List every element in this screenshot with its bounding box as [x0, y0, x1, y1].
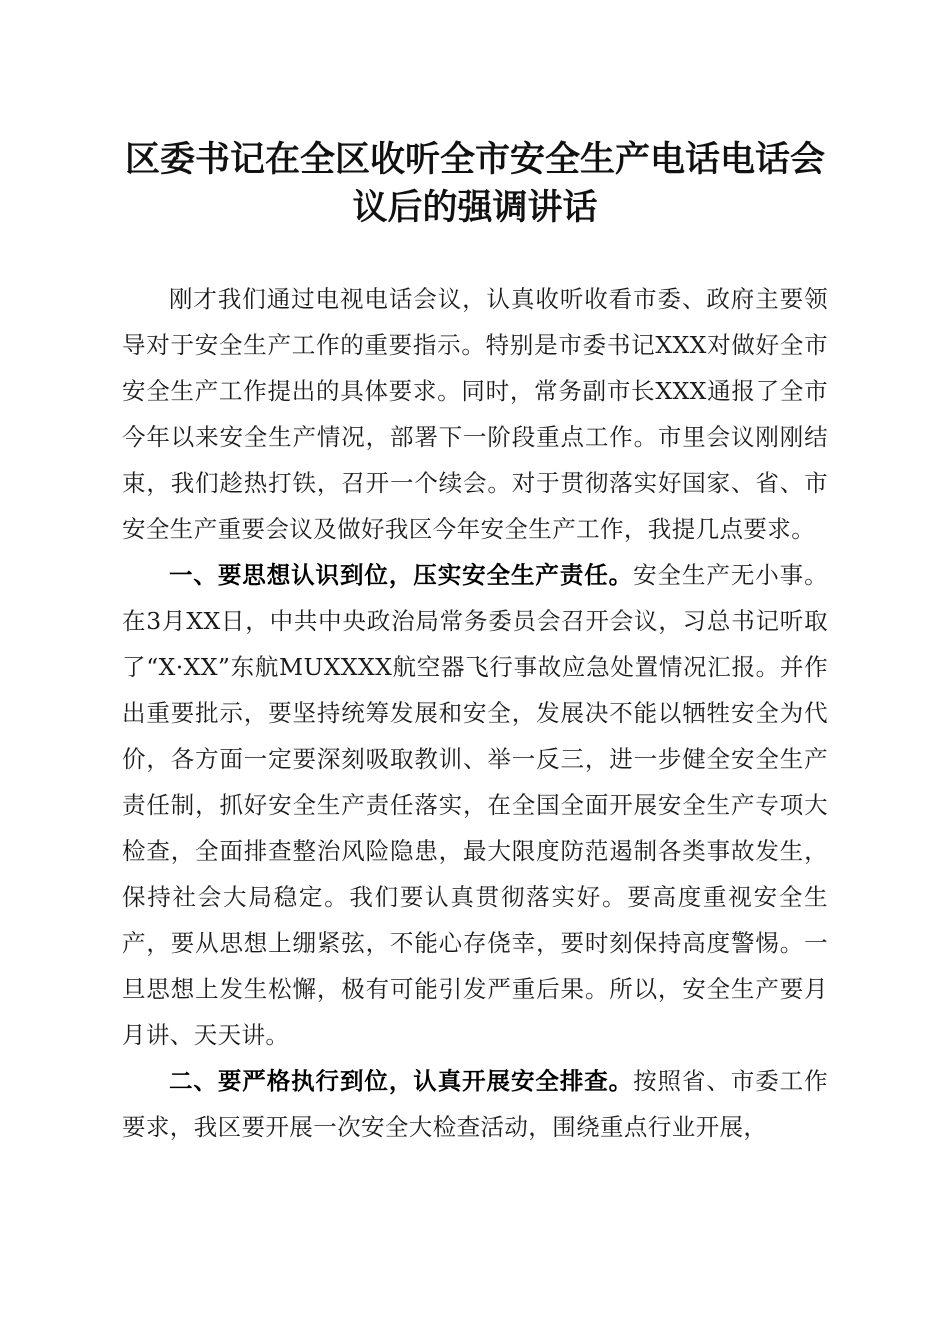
paragraph-intro — [122, 276, 828, 552]
paragraph-section-1 — [122, 552, 828, 1058]
paragraph-section-2 — [122, 1058, 828, 1150]
section-heading: 二、要严格执行到位，认真开展安全排查。 — [169, 1067, 634, 1095]
document-title: 区委书记在全区收听全市安全生产电话电话会议后的强调讲话 — [124, 139, 825, 228]
paragraph-text: 安全生产无小事。在3月XX日，中共中央政治局常务委员会召开会议，习总书记听取了“X·XX”东航MUXXXX航空器飞行事故应急处置情况汇报。并作出重要批示，要坚持统筹发展和安全，发展决不能以牺牲安全为代价，各方面一定要深刻吸取教训、举一反三，进一步健全安全生产责任制，抓好安全生产责任落实，在全国全面开展安全生产专项大检查，全面排查整治风险隐患，最大限度防范遏制各类事故发生，保持社会大局稳定。我们要认真贯彻落实好。要高度重视安全生产，要从思想上绷紧弦，不能心存侥幸，要时刻保持高度警惕。一旦思想上发生松懈，极有可能引发严重后果。所以，安全生产要月月讲、天天讲。 — [122, 561, 828, 1049]
paragraph-text: 刚才我们通过电视电话会议，认真收听收看市委、政府主要领导对于安全生产工作的重要指示。特别是市委书记XXX对做好全市安全生产工作提出的具体要求。同时，常务副市长XXX通报了全市今年以来安全生产情况，部署下一阶段重点工作。市里会议刚刚结束，我们趁热打铁，召开一个续会。对于贯彻落实好国家、省、市安全生产重要会议及做好我区今年安全生产工作，我提几点要求。 — [122, 285, 828, 543]
document-body — [122, 276, 828, 1150]
paragraph-text: 按照省、市委工作要求，我区要开展一次安全大检查活动，围绕重点行业开展， — [122, 1067, 828, 1141]
section-heading: 一、要思想认识到位，压实安全生产责任。 — [169, 561, 634, 589]
